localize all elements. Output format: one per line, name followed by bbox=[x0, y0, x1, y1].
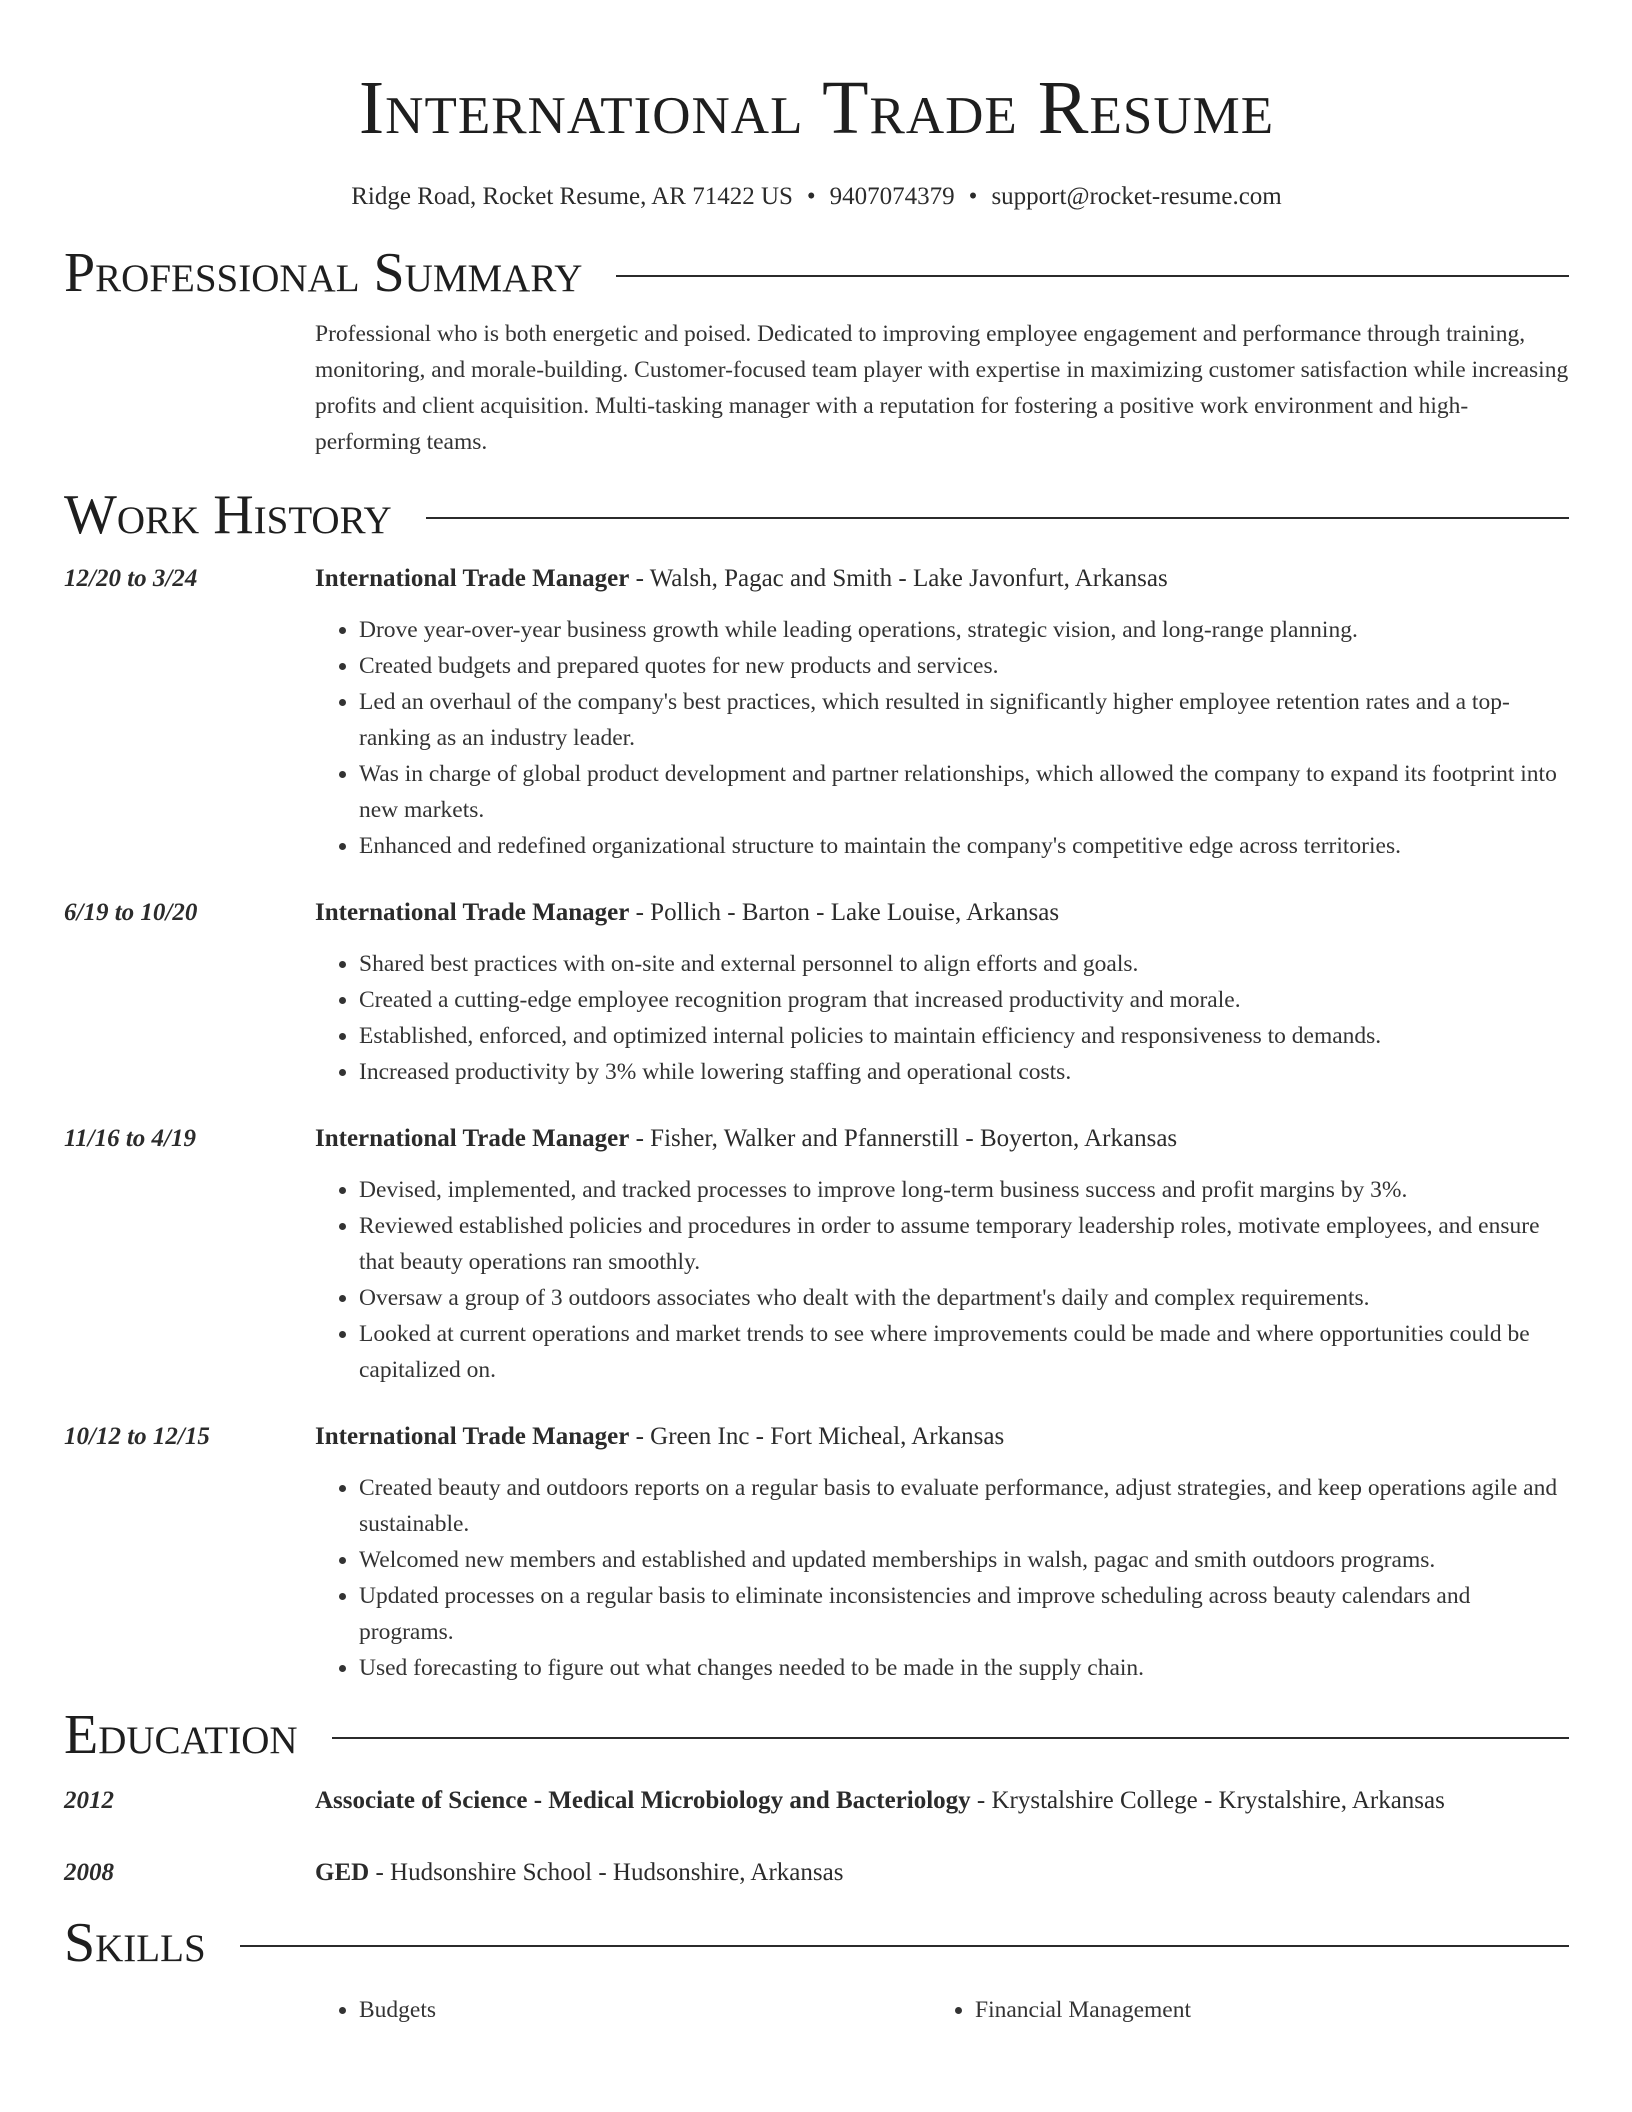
education-header bbox=[315, 1856, 1569, 1890]
job-bullets bbox=[315, 1470, 1569, 1686]
job-bullet: • Created beauty and outdoors reports on a regular basis to evaluate performance, adjust strategies, and keep operations agile and sustainable. bbox=[359, 1470, 1569, 1542]
job-bullet: • Looked at current operations and market trends to see where improvements could be made and where opportunities could be capitalized on. bbox=[359, 1316, 1569, 1388]
job-bullet: • Reviewed established policies and procedures in order to assume temporary leadership roles, motivate employees, and ensure that beauty operations ran smoothly. bbox=[359, 1208, 1569, 1280]
job-dates: 11/16 to 4/19 bbox=[64, 1125, 196, 1152]
skills-section-header bbox=[64, 1912, 1569, 1974]
education-entry bbox=[64, 1856, 1569, 1890]
education-degree: Associate of Science - Medical Microbiology and Bacteriology bbox=[315, 1787, 971, 1814]
resume-page bbox=[64, 0, 1569, 2028]
contact-line bbox=[64, 180, 1569, 214]
job-title: International Trade Manager bbox=[315, 1125, 630, 1152]
job-header bbox=[315, 562, 1569, 596]
job-title: International Trade Manager bbox=[315, 565, 630, 592]
job-entry bbox=[64, 562, 1569, 864]
job-entry bbox=[64, 1122, 1569, 1388]
job-details: - Green Inc - Fort Micheal, Arkansas bbox=[629, 1423, 1005, 1450]
job-header bbox=[315, 896, 1569, 930]
skills-heading: Skills bbox=[64, 1912, 206, 1974]
education-degree: GED bbox=[315, 1859, 370, 1886]
job-dates: 12/20 to 3/24 bbox=[64, 565, 198, 592]
education-details: - Hudsonshire School - Hudsonshire, Arkansas bbox=[369, 1859, 844, 1886]
job-body bbox=[315, 1420, 1569, 1686]
summary-text: Professional who is both energetic and poised. Dedicated to improving employee engagement and performance through training, monitoring, and morale-building. Customer-focused team player with expertise in maximizing customer satisfaction while increasing profits and client acquisition. Multi-tasking manager with a reputation for fostering a positive work environment and high-performing teams. bbox=[315, 321, 1569, 455]
job-bullet: • Drove year-over-year business growth while leading operations, strategic vision, and long-range planning. bbox=[359, 612, 1569, 648]
contact-address: Ridge Road, Rocket Resume, AR 71422 US bbox=[351, 183, 793, 210]
contact-separator: • bbox=[968, 183, 978, 210]
job-details: - Pollich - Barton - Lake Louise, Arkansas bbox=[629, 899, 1060, 926]
section-divider bbox=[616, 275, 1569, 277]
section-divider bbox=[426, 517, 1569, 519]
section-divider bbox=[240, 1945, 1569, 1947]
job-bullet: • Oversaw a group of 3 outdoors associates who dealt with the department's daily and complex requirements. bbox=[359, 1280, 1569, 1316]
job-bullets bbox=[315, 1172, 1569, 1388]
job-bullets bbox=[315, 612, 1569, 864]
work-section-header bbox=[64, 484, 1569, 546]
resume-title: International Trade Resume bbox=[358, 66, 1275, 150]
job-details: - Walsh, Pagac and Smith - Lake Javonfurt, Arkansas bbox=[629, 565, 1168, 592]
job-bullet: • Increased productivity by 3% while lowering staffing and operational costs. bbox=[359, 1054, 1569, 1090]
job-dates: 6/19 to 10/20 bbox=[64, 899, 198, 926]
education-body bbox=[315, 1784, 1569, 1818]
skills-list bbox=[315, 1992, 1569, 2028]
job-bullet: • Devised, implemented, and tracked processes to improve long-term business success and profit margins by 3%. bbox=[359, 1172, 1569, 1208]
education-year: 2012 bbox=[64, 1787, 114, 1814]
job-bullet: • Established, enforced, and optimized internal policies to maintain efficiency and responsiveness to demands. bbox=[359, 1018, 1569, 1054]
job-bullet: • Used forecasting to figure out what changes needed to be made in the supply chain. bbox=[359, 1650, 1569, 1686]
contact-email: support@rocket-resume.com bbox=[991, 183, 1282, 210]
skill-item: • Budgets bbox=[359, 1992, 931, 2028]
job-bullet: • Created budgets and prepared quotes for new products and services. bbox=[359, 648, 1569, 684]
job-title: International Trade Manager bbox=[315, 899, 630, 926]
education-body bbox=[315, 1856, 1569, 1890]
skills-column bbox=[931, 1992, 1191, 2028]
job-bullets bbox=[315, 946, 1569, 1090]
job-header bbox=[315, 1420, 1569, 1454]
job-bullet: • Was in charge of global product development and partner relationships, which allowed the company to expand its footprint into new markets. bbox=[359, 756, 1569, 828]
section-divider bbox=[332, 1737, 1569, 1739]
job-entry bbox=[64, 1420, 1569, 1686]
summary-section-header bbox=[64, 242, 1569, 304]
work-heading: Work History bbox=[64, 484, 392, 546]
education-section-header bbox=[64, 1704, 1569, 1766]
job-body bbox=[315, 562, 1569, 864]
job-bullet: • Shared best practices with on-site and external personnel to align efforts and goals. bbox=[359, 946, 1569, 982]
job-header bbox=[315, 1122, 1569, 1156]
job-bullet: • Led an overhaul of the company's best practices, which resulted in significantly higher employee retention rates and a top-ranking as an industry leader. bbox=[359, 684, 1569, 756]
job-body bbox=[315, 896, 1569, 1090]
education-header bbox=[315, 1784, 1569, 1818]
job-bullet: • Created a cutting-edge employee recognition program that increased productivity and morale. bbox=[359, 982, 1569, 1018]
education-heading: Education bbox=[64, 1704, 298, 1766]
education-year: 2008 bbox=[64, 1859, 114, 1886]
job-details: - Fisher, Walker and Pfannerstill - Boyerton, Arkansas bbox=[629, 1125, 1178, 1152]
skill-item: • Financial Management bbox=[975, 1992, 1191, 2028]
job-title: International Trade Manager bbox=[315, 1423, 630, 1450]
education-details: - Krystalshire College - Krystalshire, Arkansas bbox=[970, 1787, 1445, 1814]
job-bullet: • Welcomed new members and established and updated memberships in walsh, pagac and smith outdoors programs. bbox=[359, 1542, 1569, 1578]
contact-separator: • bbox=[806, 183, 816, 210]
contact-phone: 9407074379 bbox=[829, 183, 955, 210]
education-entry bbox=[64, 1784, 1569, 1818]
job-bullet: • Enhanced and redefined organizational structure to maintain the company's competitive edge across territories. bbox=[359, 828, 1569, 864]
job-body bbox=[315, 1122, 1569, 1388]
job-bullet: • Updated processes on a regular basis to eliminate inconsistencies and improve scheduling across beauty calendars and programs. bbox=[359, 1578, 1569, 1650]
job-dates: 10/12 to 12/15 bbox=[64, 1423, 210, 1450]
skills-column bbox=[315, 1992, 931, 2028]
summary-heading: Professional Summary bbox=[64, 242, 583, 304]
job-entry bbox=[64, 896, 1569, 1090]
